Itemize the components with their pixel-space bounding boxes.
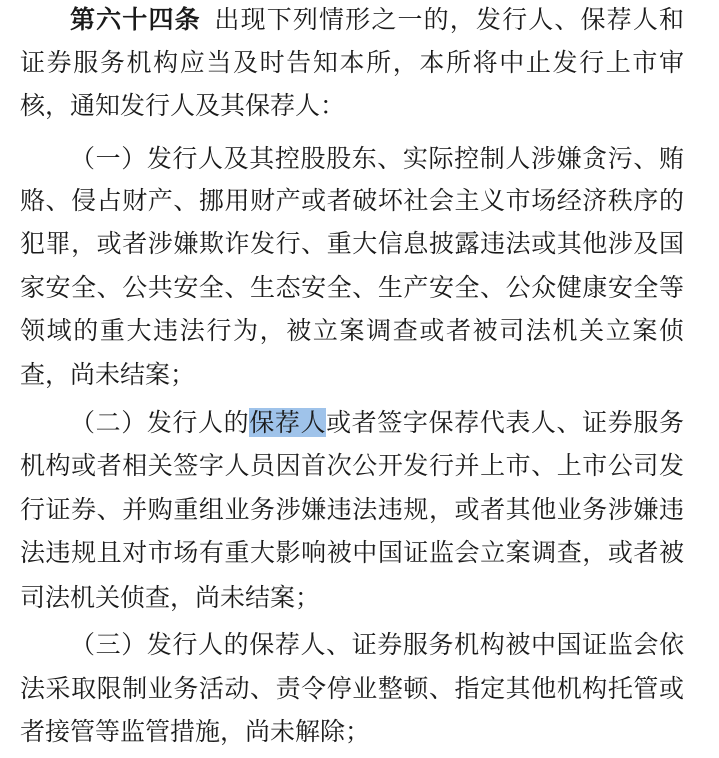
clause-2-line: 行证券、并购重组业务涉嫌违法违规，或者其他业务涉嫌违 (20, 495, 684, 524)
clause-1-line: （一）发行人及其控股股东、实际控制人涉嫌贪污、贿 (70, 144, 684, 173)
article-number: 第六十四条 (70, 5, 201, 34)
clause-1-line: 犯罪，或者涉嫌欺诈发行、重大信息披露违法或其他涉及国 (20, 229, 684, 258)
clause-2-line: 机构或者相关签字人员因首次公开发行并上市、上市公司发 (20, 451, 684, 480)
paragraph-line: 核，通知发行人及其保荐人： (20, 91, 346, 120)
paragraph-line: 证券服务机构应当及时告知本所，本所将中止发行上市审 (20, 48, 684, 77)
clause-1-line: 领域的重大违法行为，被立案调查或者被司法机关立案侦 (20, 316, 684, 345)
clause-2-prefix: （二）发行人的 (70, 408, 250, 437)
article-first-line (70, 0, 684, 40)
clause-2-first-line (70, 403, 684, 443)
clause-3-line: 者接管等监管措施，尚未解除； (20, 717, 371, 746)
clause-1-line: 家安全、公共安全、生态安全、生产安全、公众健康安全等 (20, 273, 684, 302)
clause-1-line: 查，尚未结案； (20, 360, 196, 389)
clause-3-line: 法采取限制业务活动、责令停业整顿、指定其他机构托管或 (20, 674, 684, 703)
clause-2-suffix: 或者签字保荐代表人、证券服务 (326, 408, 684, 437)
selected-text-highlight[interactable]: 保荐人 (249, 408, 327, 437)
clause-3-line: （三）发行人的保荐人、证券服务机构被中国证监会依 (70, 630, 684, 659)
article-intro-text: 出现下列情形之一的，发行人、保荐人和 (213, 5, 684, 34)
clause-2-line: 法违规且对市场有重大影响被中国证监会立案调查，或者被 (20, 538, 684, 567)
clause-1-line: 赂、侵占财产、挪用财产或者破坏社会主义市场经济秩序的 (20, 186, 684, 215)
clause-2-line: 司法机关侦查，尚未结案； (20, 583, 321, 612)
